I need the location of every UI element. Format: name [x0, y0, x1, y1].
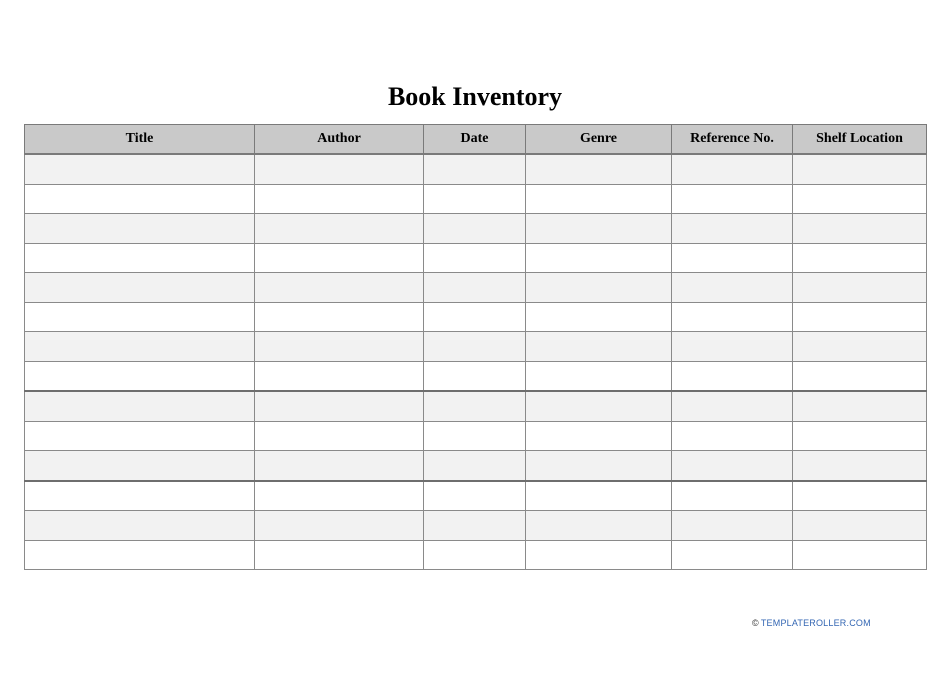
cell-shelf-location[interactable] — [793, 511, 927, 541]
cell-author[interactable] — [255, 451, 424, 481]
cell-title[interactable] — [25, 273, 255, 303]
cell-reference-no[interactable] — [672, 391, 793, 421]
cell-date[interactable] — [424, 184, 526, 214]
cell-author[interactable] — [255, 511, 424, 541]
cell-genre[interactable] — [526, 540, 672, 570]
cell-date[interactable] — [424, 214, 526, 244]
cell-date[interactable] — [424, 273, 526, 303]
cell-title[interactable] — [25, 332, 255, 362]
cell-shelf-location[interactable] — [793, 451, 927, 481]
cell-reference-no[interactable] — [672, 154, 793, 184]
cell-reference-no[interactable] — [672, 214, 793, 244]
cell-genre[interactable] — [526, 243, 672, 273]
column-header-shelf-location: Shelf Location — [793, 125, 927, 155]
cell-author[interactable] — [255, 184, 424, 214]
cell-author[interactable] — [255, 332, 424, 362]
cell-title[interactable] — [25, 184, 255, 214]
cell-shelf-location[interactable] — [793, 273, 927, 303]
table-header-row — [25, 125, 927, 155]
cell-genre[interactable] — [526, 391, 672, 421]
cell-date[interactable] — [424, 154, 526, 184]
cell-shelf-location[interactable] — [793, 302, 927, 332]
column-header-title: Title — [25, 125, 255, 155]
cell-author[interactable] — [255, 302, 424, 332]
table-row — [25, 214, 927, 244]
cell-author[interactable] — [255, 421, 424, 451]
cell-date[interactable] — [424, 391, 526, 421]
cell-shelf-location[interactable] — [793, 154, 927, 184]
cell-author[interactable] — [255, 481, 424, 511]
table-row — [25, 184, 927, 214]
credit-link[interactable]: TEMPLATEROLLER.COM — [760, 618, 871, 628]
cell-shelf-location[interactable] — [793, 391, 927, 421]
cell-title[interactable] — [25, 214, 255, 244]
cell-reference-no[interactable] — [672, 511, 793, 541]
cell-title[interactable] — [25, 361, 255, 391]
cell-reference-no[interactable] — [672, 540, 793, 570]
cell-reference-no[interactable] — [672, 243, 793, 273]
page-title: Book Inventory — [387, 82, 563, 111]
cell-reference-no[interactable] — [672, 302, 793, 332]
cell-date[interactable] — [424, 243, 526, 273]
cell-shelf-location[interactable] — [793, 214, 927, 244]
cell-title[interactable] — [25, 421, 255, 451]
cell-date[interactable] — [424, 302, 526, 332]
cell-reference-no[interactable] — [672, 481, 793, 511]
cell-date[interactable] — [424, 361, 526, 391]
cell-genre[interactable] — [526, 302, 672, 332]
cell-author[interactable] — [255, 154, 424, 184]
cell-title[interactable] — [25, 481, 255, 511]
cell-shelf-location[interactable] — [793, 243, 927, 273]
table-row — [25, 302, 927, 332]
table-row — [25, 332, 927, 362]
cell-author[interactable] — [255, 273, 424, 303]
cell-title[interactable] — [25, 243, 255, 273]
cell-author[interactable] — [255, 391, 424, 421]
cell-genre[interactable] — [526, 511, 672, 541]
cell-author[interactable] — [255, 214, 424, 244]
cell-date[interactable] — [424, 332, 526, 362]
cell-title[interactable] — [25, 511, 255, 541]
table-row — [25, 540, 927, 570]
table-row — [25, 361, 927, 391]
cell-shelf-location[interactable] — [793, 540, 927, 570]
cell-date[interactable] — [424, 481, 526, 511]
cell-genre[interactable] — [526, 481, 672, 511]
cell-date[interactable] — [424, 540, 526, 570]
cell-reference-no[interactable] — [672, 361, 793, 391]
cell-reference-no[interactable] — [672, 421, 793, 451]
column-header-author: Author — [255, 125, 424, 155]
cell-title[interactable] — [25, 451, 255, 481]
cell-shelf-location[interactable] — [793, 481, 927, 511]
cell-shelf-location[interactable] — [793, 421, 927, 451]
cell-title[interactable] — [25, 302, 255, 332]
copyright-symbol: © — [752, 618, 759, 628]
table-row — [25, 511, 927, 541]
column-header-reference-no: Reference No. — [672, 125, 793, 155]
cell-genre[interactable] — [526, 332, 672, 362]
cell-author[interactable] — [255, 361, 424, 391]
table-row — [25, 481, 927, 511]
cell-reference-no[interactable] — [672, 184, 793, 214]
cell-genre[interactable] — [526, 184, 672, 214]
column-header-genre: Genre — [526, 125, 672, 155]
cell-title[interactable] — [25, 540, 255, 570]
table-row — [25, 391, 927, 421]
cell-author[interactable] — [255, 243, 424, 273]
cell-reference-no[interactable] — [672, 332, 793, 362]
table-body — [25, 154, 927, 570]
cell-genre[interactable] — [526, 361, 672, 391]
table-row — [25, 243, 927, 273]
cell-shelf-location[interactable] — [793, 361, 927, 391]
cell-title[interactable] — [25, 154, 255, 184]
cell-reference-no[interactable] — [672, 273, 793, 303]
table-row — [25, 451, 927, 481]
cell-genre[interactable] — [526, 421, 672, 451]
cell-author[interactable] — [255, 540, 424, 570]
footer-credit[interactable] — [752, 618, 871, 628]
table-row — [25, 421, 927, 451]
cell-shelf-location[interactable] — [793, 184, 927, 214]
cell-genre[interactable] — [526, 451, 672, 481]
column-header-date: Date — [424, 125, 526, 155]
cell-genre[interactable] — [526, 273, 672, 303]
cell-date[interactable] — [424, 421, 526, 451]
cell-genre[interactable] — [526, 214, 672, 244]
cell-shelf-location[interactable] — [793, 332, 927, 362]
inventory-table — [24, 124, 927, 570]
table-row — [25, 273, 927, 303]
cell-genre[interactable] — [526, 154, 672, 184]
cell-date[interactable] — [424, 451, 526, 481]
table-row — [25, 154, 927, 184]
cell-reference-no[interactable] — [672, 451, 793, 481]
cell-date[interactable] — [424, 511, 526, 541]
cell-title[interactable] — [25, 391, 255, 421]
